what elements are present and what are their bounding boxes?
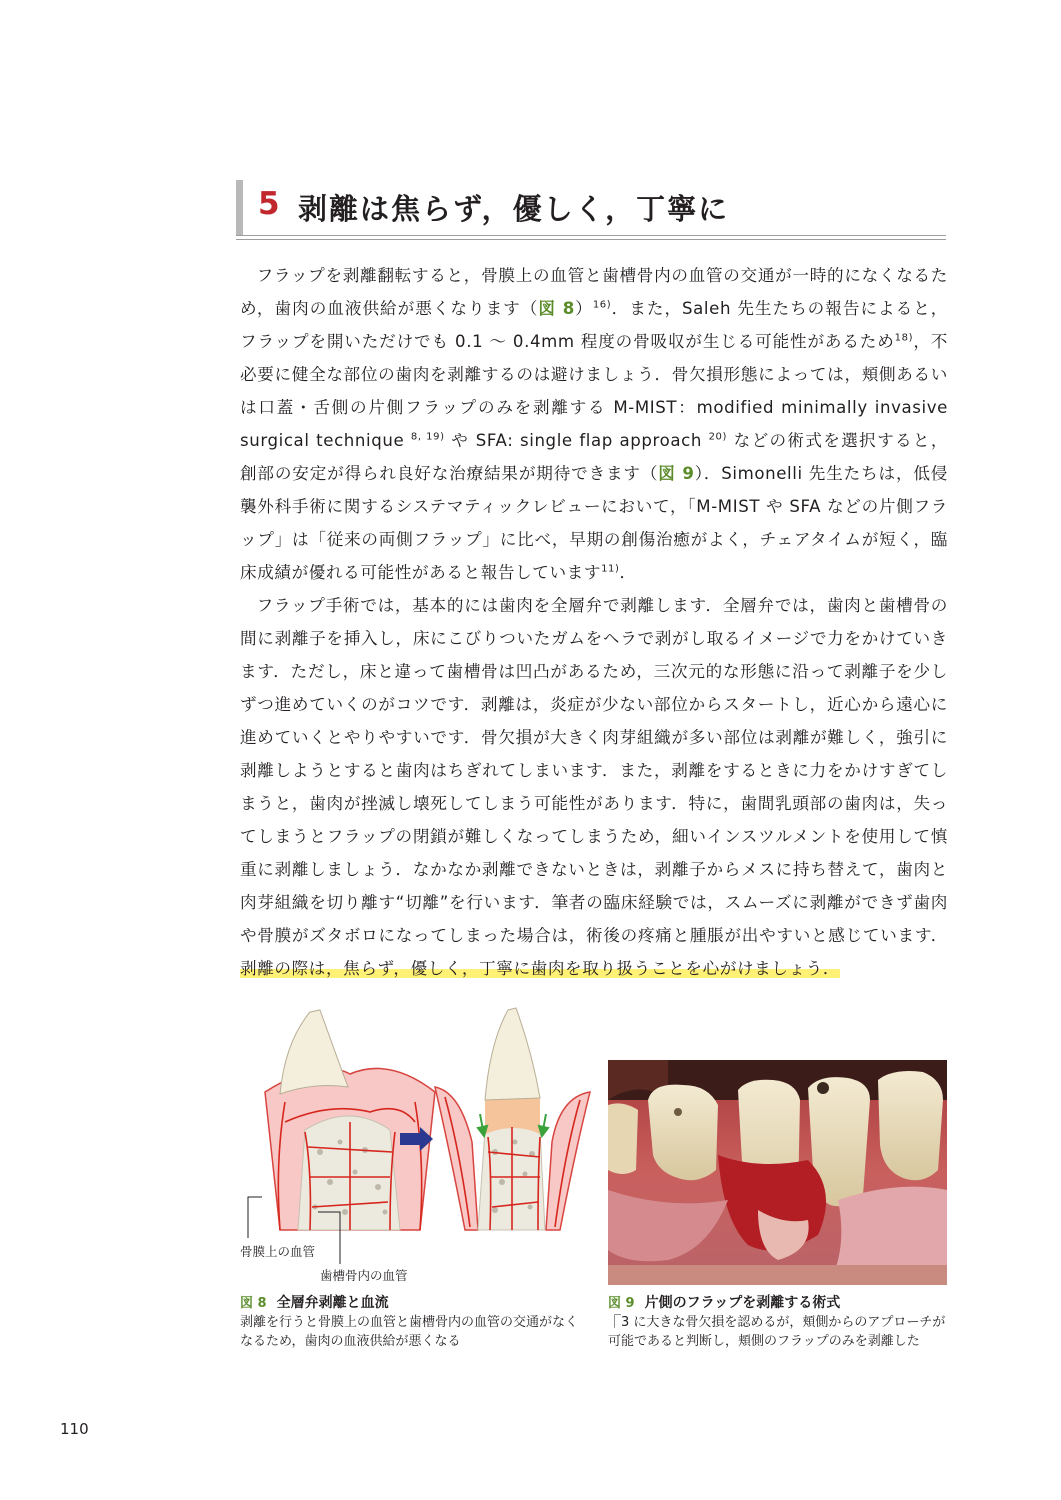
- text-span: フラップ手術では，基本的には歯肉を全層弁で剥離します．全層弁では，歯肉と歯槽骨の間に剥離子を挿入し，床にこびりついたガムをヘラで剥がし取るイメージで力をかけていきます．ただし，床と違って歯槽骨は凹凸があるため，三次元的な形態に沿って剥離子を少しずつ進めていくのがコツです．剥離は，炎症が少ない部位からスタートし，近心から遠心に進めていくとやりやすいです．骨欠損が大きく肉芽組織が多い部位は剥離が難しく，強引に剥離しようとすると歯肉はちぎれてしまいます．また，剥離をするときに力をかけすぎてしまうと，歯肉が挫滅し壊死してしまう可能性があります．特に，歯間乳頭部の歯肉は，失ってしまうとフラップの閉鎖が難しくなってしまうため，細いインスツルメントを使用して慎重に剥離しましょう．なかなか剥離できないときは，剥離子からメスに持ち替えて，歯肉と肉芽組織を切り離す“切離”を行います．筆者の臨床経験では，スムーズに剥離ができず歯肉や骨膜がズタボロになってしまった場合は，術後の疼痛と腫脹が出やすいと感じています．: [240, 596, 948, 945]
- section-number: 5: [258, 186, 280, 222]
- heading-rule: [236, 239, 946, 240]
- figure-8-ref[interactable]: 図 8: [538, 299, 575, 318]
- label-alveolar-vessels: 歯槽骨内の血管: [320, 1268, 408, 1283]
- body-text: [240, 259, 948, 985]
- page-number: 110: [60, 1420, 89, 1438]
- text-span: ．また，Saleh 先生たちの報告によると，フラップを開いただけでも 0.1 〜 0.4mm 程度の骨吸収が生じる可能性があるため: [240, 299, 948, 351]
- text-span: ，不必要に健全な部位の歯肉を剥離するのは避けましょう．骨欠損形態によっては，頬側あるいは口蓋・舌側の片側フラップのみを剥離する M-MIST：modified minimally invasive surgical technique: [240, 332, 948, 450]
- figure-9-caption-text: ⎾3 に大きな骨欠損を認めるが，頬側からのアプローチが可能であると判断し，頬側のフラップのみを剥離した: [608, 1315, 946, 1349]
- figure-9-number: 図 9: [608, 1296, 635, 1311]
- tooth-before-illustration: [265, 1010, 435, 1230]
- section-title: 剥離は焦らず，優しく，丁寧に: [298, 192, 730, 226]
- text-span: などの術式を選択すると，創部の安定が得られ良好な治療結果が期待できます（: [240, 431, 949, 483]
- figure-9-title: 片側のフラップを剥離する術式: [644, 1295, 841, 1311]
- figure-8-caption-text: 剥離を行うと骨膜上の血管と歯槽骨内の血管の交通がなくなるため，歯肉の血液供給が悪くなる: [240, 1315, 579, 1349]
- tooth-after-illustration: [435, 1008, 590, 1230]
- figure-9-ref[interactable]: 図 9: [658, 464, 695, 483]
- figure-9-caption: [608, 1294, 948, 1351]
- clinical-photo: [608, 1060, 947, 1285]
- text-span: ）: [574, 299, 593, 318]
- citation-ref[interactable]: 8, 19): [410, 431, 445, 443]
- figure-8-title: 全層弁剥離と血流: [276, 1295, 389, 1311]
- label-periosteal-vessels: 骨膜上の血管: [240, 1244, 316, 1259]
- citation-ref[interactable]: 20): [708, 431, 728, 443]
- text-span: や SFA: single flap approach: [451, 431, 702, 450]
- figure-8-number: 図 8: [240, 1296, 267, 1311]
- figure-8-caption: [240, 1294, 590, 1351]
- figure-9-photo: [608, 1060, 947, 1285]
- paragraph-2: [240, 589, 948, 985]
- text-span: ）．Simonelli 先生たちは，低侵襲外科手術に関するシステマティックレビューにおいて，「M-MIST や SFA などの片側フラップ」は「従来の両側フラップ」に比べ，早期の創傷治癒がよく，チェアタイムが短く，臨床成績が優れる可能性があると報告しています: [240, 464, 948, 582]
- citation-ref[interactable]: 16): [592, 299, 612, 311]
- paragraph-1: [240, 259, 948, 589]
- citation-ref[interactable]: 11): [601, 563, 620, 575]
- citation-ref[interactable]: 18): [894, 332, 914, 344]
- section-heading: [236, 180, 946, 238]
- text-span: ．: [619, 563, 637, 582]
- text-span: フラップを剥離翻転すると，骨膜上の血管と歯槽骨内の血管の交通が一時的になくなるため，歯肉の血液供給が悪くなります（: [240, 266, 948, 318]
- highlighted-sentence: 剥離の際は，焦らず，優しく，丁寧に歯肉を取り扱うことを心がけましょう．: [240, 959, 841, 978]
- heading-bar: [236, 180, 243, 236]
- heading-rule: [236, 235, 946, 236]
